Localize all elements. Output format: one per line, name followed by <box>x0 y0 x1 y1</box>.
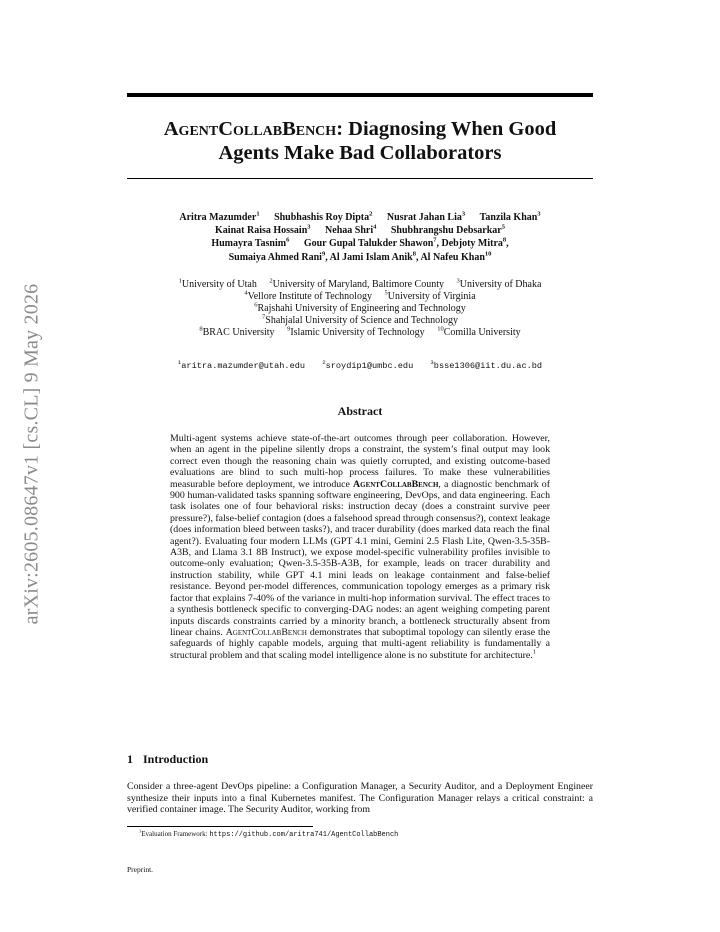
title-line-1-rest: : Diagnosing When Good <box>336 118 557 140</box>
preprint-label: Preprint. <box>127 865 154 874</box>
affiliation: $^7$Shahjalal University of Science and Technology <box>262 313 458 326</box>
abstract-text-part-2: , a diagnostic benchmark of 900 human-validated tasks spanning software engineering, DevOps, and data engineering. Each task isolates one of four behavioral risks: instruction decay (does a constraint survive peer pressure?), false-belief contagion (does a falsehood spread through consensus?), context leakage (does information bleed between tasks?), and tracer durability (does marked data reach the final agent?). Evaluating four modern LLMs (GPT 4.1 mini, Gemini 2.5 Flash Lite, Qwen-3.5-35B-A3B, and Llama 3.1 8B Instruct), we expose model-specific vulnerability profiles invisible to outcome-only evaluation; Qwen-3.5-35B-A3B, for example, leads on tracer durability and instruction stability, while GPT 4.1 mini leads on leakage containment and false-belief resistance. Beyond per-model differences, communication topology emerges as a primary risk factor that explains 7-40% of the variance in multi-hop information survival. The effect traces to a synthesis bottleneck specific to converging-DAG nodes: an agent weighing competing parent inputs discards constraints carried by a minority branch, a bottleneck structurally absent from linear chains. <box>170 478 550 638</box>
author: Shubhashis Roy Dipta$^2$ <box>274 210 373 223</box>
footnote-rule <box>127 826 313 827</box>
author: Aritra Mazumder$^1$ <box>179 210 260 223</box>
email-address[interactable]: $^2$sroydip1@umbc.edu <box>322 359 414 371</box>
benchmark-name: AgentCollabBench <box>353 478 439 490</box>
abstract-text-part-1: Multi-agent systems achieve state-of-the-art outcomes through peer collaboration. However, when an agent in the pipeline silently drops a constraint, the system’s final output may look correct even though the reasoning chain was quietly corrupted, and existing outcome-based evaluations are blind to such multi-hop process failures. To make these vulnerabilities measurable before deployment, we introduce <box>170 433 550 490</box>
title-bottom-rule <box>127 178 593 179</box>
footnote-number: 1 <box>139 828 142 834</box>
benchmark-name: AgentCollabBench <box>225 626 307 638</box>
affiliation: $^2$University of Maryland, Baltimore County <box>269 277 444 290</box>
title-line-2: Agents Make Bad Collaborators <box>218 142 502 164</box>
affiliation: $^6$Rajshahi University of Engineering and Technology <box>254 301 466 314</box>
footnote-label: Evaluation Framework: <box>141 830 210 838</box>
author: Kainat Raisa Hossain$^3$ <box>215 223 311 237</box>
author-list <box>127 211 593 264</box>
author: Nusrat Jahan Lia$^3$ <box>386 210 466 223</box>
email-list <box>127 361 593 371</box>
affiliation: $^5$University of Virginia <box>384 289 476 302</box>
affiliation: $^{10}$Comilla University <box>437 325 521 338</box>
author: Gour Gupal Talukder Shawon$^7$, Debjoty Mitra$^8$, <box>303 237 509 250</box>
affiliation: $^3$University of Dhaka <box>456 277 542 290</box>
author: Humayra Tasnim$^6$ <box>211 237 290 250</box>
author: Tanzila Khan$^3$ <box>479 210 541 223</box>
title-bench-name-agent: Agent <box>163 118 219 140</box>
email-address[interactable]: $^3$bsse1306@iit.du.ac.bd <box>430 359 543 371</box>
paper-title <box>127 117 593 165</box>
footnote-url-link[interactable]: https://github.com/aritra741/AgentCollabBench <box>209 831 399 839</box>
title-top-rule <box>127 93 593 97</box>
section-heading-introduction <box>127 752 208 767</box>
title-bench-name-collab: Collab <box>218 118 283 140</box>
abstract-body <box>170 433 550 661</box>
section-number: 1 <box>127 752 133 766</box>
affiliation: $^1$University of Utah <box>178 277 257 290</box>
author: Sumaiya Ahmed Rani$^9$, Al Jami Islam Anik$^8$, Al Nafeu Khan$^{10}$ <box>228 250 492 263</box>
title-bench-name-bench: Bench <box>282 118 337 140</box>
abstract-heading: Abstract <box>337 404 383 418</box>
author: Shubhrangshu Debsarkar$^5$ <box>390 223 505 237</box>
affiliation-list <box>127 279 593 339</box>
introduction-paragraph: Consider a three-agent DevOps pipeline: a Configuration Manager, a Security Auditor, and a Deployment Engineer synthesize their inputs into a final Kubernetes manifest. The Configuration Manager relays a critical constraint: a verified container image. The Security Auditor, working from <box>127 781 593 816</box>
arxiv-identifier-stamp: arXiv:2605.08647v1 [cs.CL] 9 May 2026 <box>20 283 43 625</box>
footnote <box>139 830 398 839</box>
author: Nehaa Shri$^4$ <box>325 223 377 237</box>
footnote-marker[interactable]: 1 <box>532 648 536 656</box>
email-address[interactable]: $^1$aritra.mazumder@utah.edu <box>177 359 306 371</box>
title-line-1 <box>164 118 557 140</box>
abstract-text-part-3: demonstrates that suboptimal topology can silently erase the safeguards of highly capable models, arguing that multi-agent reliability is fundamentally a structural problem and that scaling model intelligence alone is no substitute for architecture. <box>170 626 550 661</box>
affiliation: $^8$BRAC University <box>199 325 275 338</box>
section-title: Introduction <box>143 752 209 766</box>
affiliation: $^9$Islamic University of Technology <box>287 325 425 338</box>
affiliation: $^4$Vellore Institute of Technology <box>244 289 372 302</box>
